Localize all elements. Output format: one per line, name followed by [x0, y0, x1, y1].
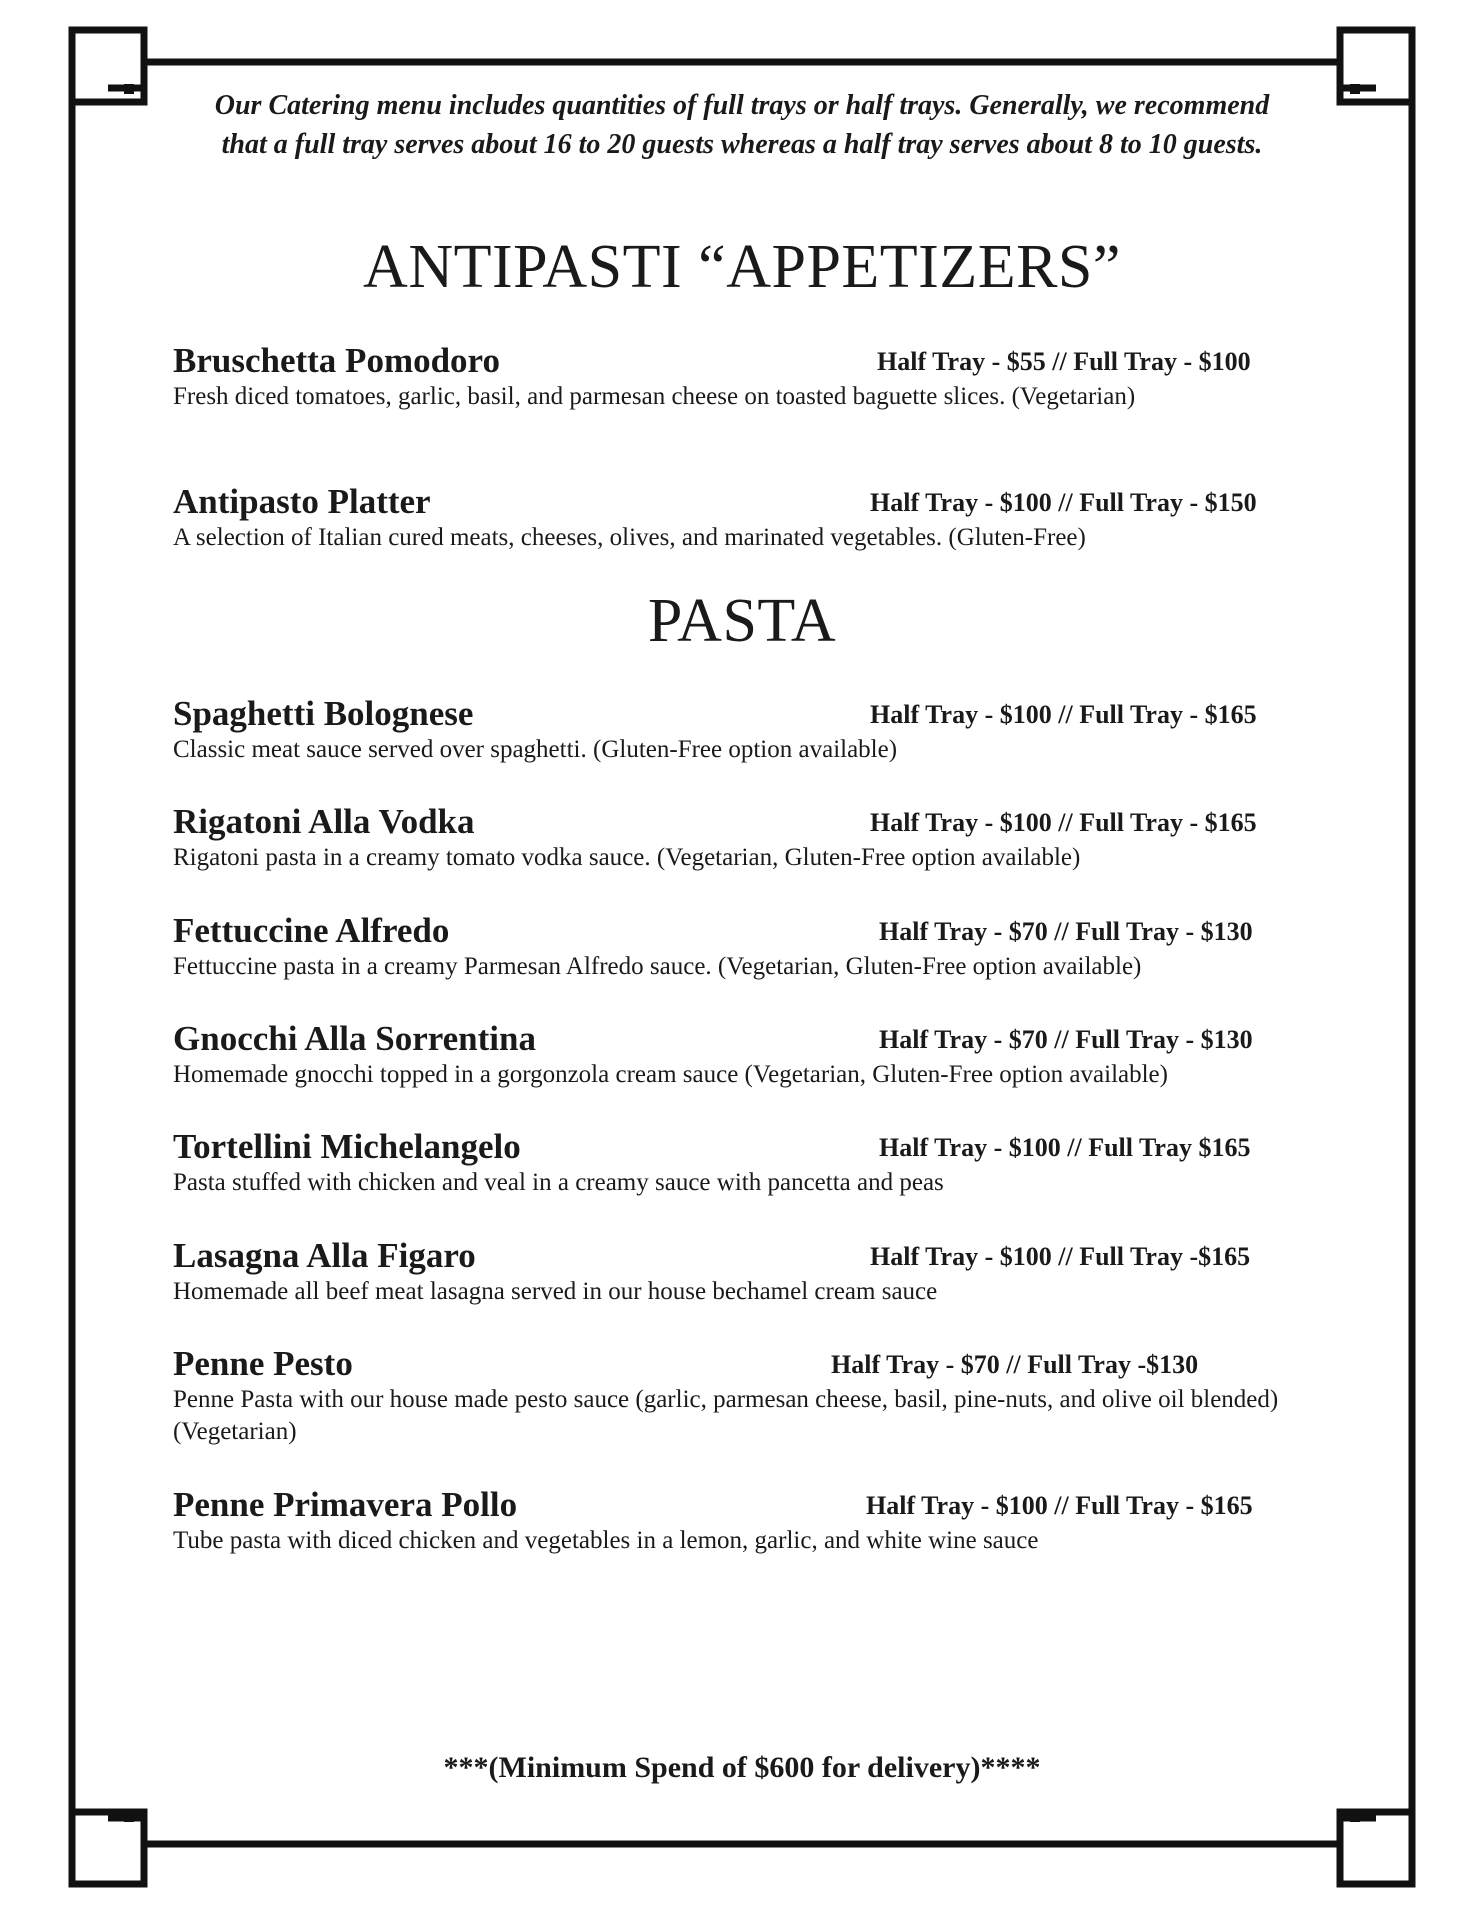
- menu-item: [173, 341, 1303, 413]
- menu-item: [173, 1236, 1303, 1308]
- section-title-pasta: PASTA: [647, 587, 837, 655]
- menu-item: [173, 911, 1303, 983]
- item-description: Tube pasta with diced chicken and vegetables in a lemon, garlic, and white wine sauce: [173, 1527, 1039, 1554]
- item-description: Rigatoni pasta in a creamy tomato vodka sauce. (Vegetarian, Gluten-Free option available): [173, 844, 1081, 871]
- item-name: Rigatoni Alla Vodka: [173, 802, 475, 841]
- item-name: Lasagna Alla Figaro: [173, 1236, 476, 1275]
- item-price: Half Tray - $100 // Full Tray $165: [879, 1133, 1251, 1162]
- menu-item: [173, 1344, 1303, 1448]
- item-name: Tortellini Michelangelo: [173, 1127, 521, 1166]
- item-price: Half Tray - $55 // Full Tray - $100: [877, 347, 1251, 376]
- item-name: Penne Primavera Pollo: [173, 1485, 518, 1524]
- catering-intro: Our Catering menu includes quantities of full trays or half trays. Generally, we recommend that a full tray serves about 16 to 20 guests whereas a half tray serves about 8 to 10 guests.: [214, 90, 1270, 160]
- item-price: Half Tray - $70 // Full Tray - $130: [879, 917, 1253, 946]
- item-name: Fettuccine Alfredo: [173, 911, 450, 950]
- menu-item: [173, 1019, 1303, 1091]
- item-description: Fresh diced tomatoes, garlic, basil, and parmesan cheese on toasted baguette slices. (Vegetarian): [173, 383, 1136, 410]
- item-name: Antipasto Platter: [173, 482, 431, 521]
- menu-item: [173, 802, 1303, 874]
- item-price: Half Tray - $70 // Full Tray - $130: [879, 1025, 1253, 1054]
- section-title-antipasti: ANTIPASTI “APPETIZERS”: [363, 233, 1121, 301]
- item-description: Classic meat sauce served over spaghetti. (Gluten-Free option available): [173, 736, 898, 763]
- item-price: Half Tray - $100 // Full Tray - $165: [866, 1491, 1253, 1520]
- item-description: Homemade gnocchi topped in a gorgonzola cream sauce (Vegetarian, Gluten-Free option available): [173, 1061, 1168, 1088]
- item-description: A selection of Italian cured meats, cheeses, olives, and marinated vegetables. (Gluten-Free): [173, 524, 1086, 551]
- item-price: Half Tray - $100 // Full Tray - $150: [870, 488, 1257, 517]
- menu-item: [173, 694, 1303, 766]
- item-price: Half Tray - $100 // Full Tray -$165: [870, 1242, 1251, 1271]
- item-name: Bruschetta Pomodoro: [173, 341, 500, 380]
- item-name: Gnocchi Alla Sorrentina: [173, 1019, 536, 1058]
- menu-item: [173, 1127, 1303, 1199]
- item-price: Half Tray - $100 // Full Tray - $165: [870, 808, 1257, 837]
- item-description: Pasta stuffed with chicken and veal in a creamy sauce with pancetta and peas: [173, 1169, 944, 1196]
- minimum-spend-note: ***(Minimum Spend of $600 for delivery)****: [443, 1751, 1041, 1784]
- item-description: Fettuccine pasta in a creamy Parmesan Alfredo sauce. (Vegetarian, Gluten-Free option available): [173, 953, 1142, 980]
- item-name: Spaghetti Bolognese: [173, 694, 474, 733]
- item-name: Penne Pesto: [173, 1344, 353, 1383]
- item-description: Penne Pasta with our house made pesto sauce (garlic, parmesan cheese, basil, pine-nuts, and olive oil blended) (Vegetarian): [173, 1386, 1279, 1445]
- menu-item: [173, 1485, 1303, 1557]
- item-price: Half Tray - $100 // Full Tray - $165: [870, 700, 1257, 729]
- item-price: Half Tray - $70 // Full Tray -$130: [831, 1350, 1199, 1379]
- item-description: Homemade all beef meat lasagna served in our house bechamel cream sauce: [173, 1278, 938, 1305]
- menu-item: [173, 482, 1303, 554]
